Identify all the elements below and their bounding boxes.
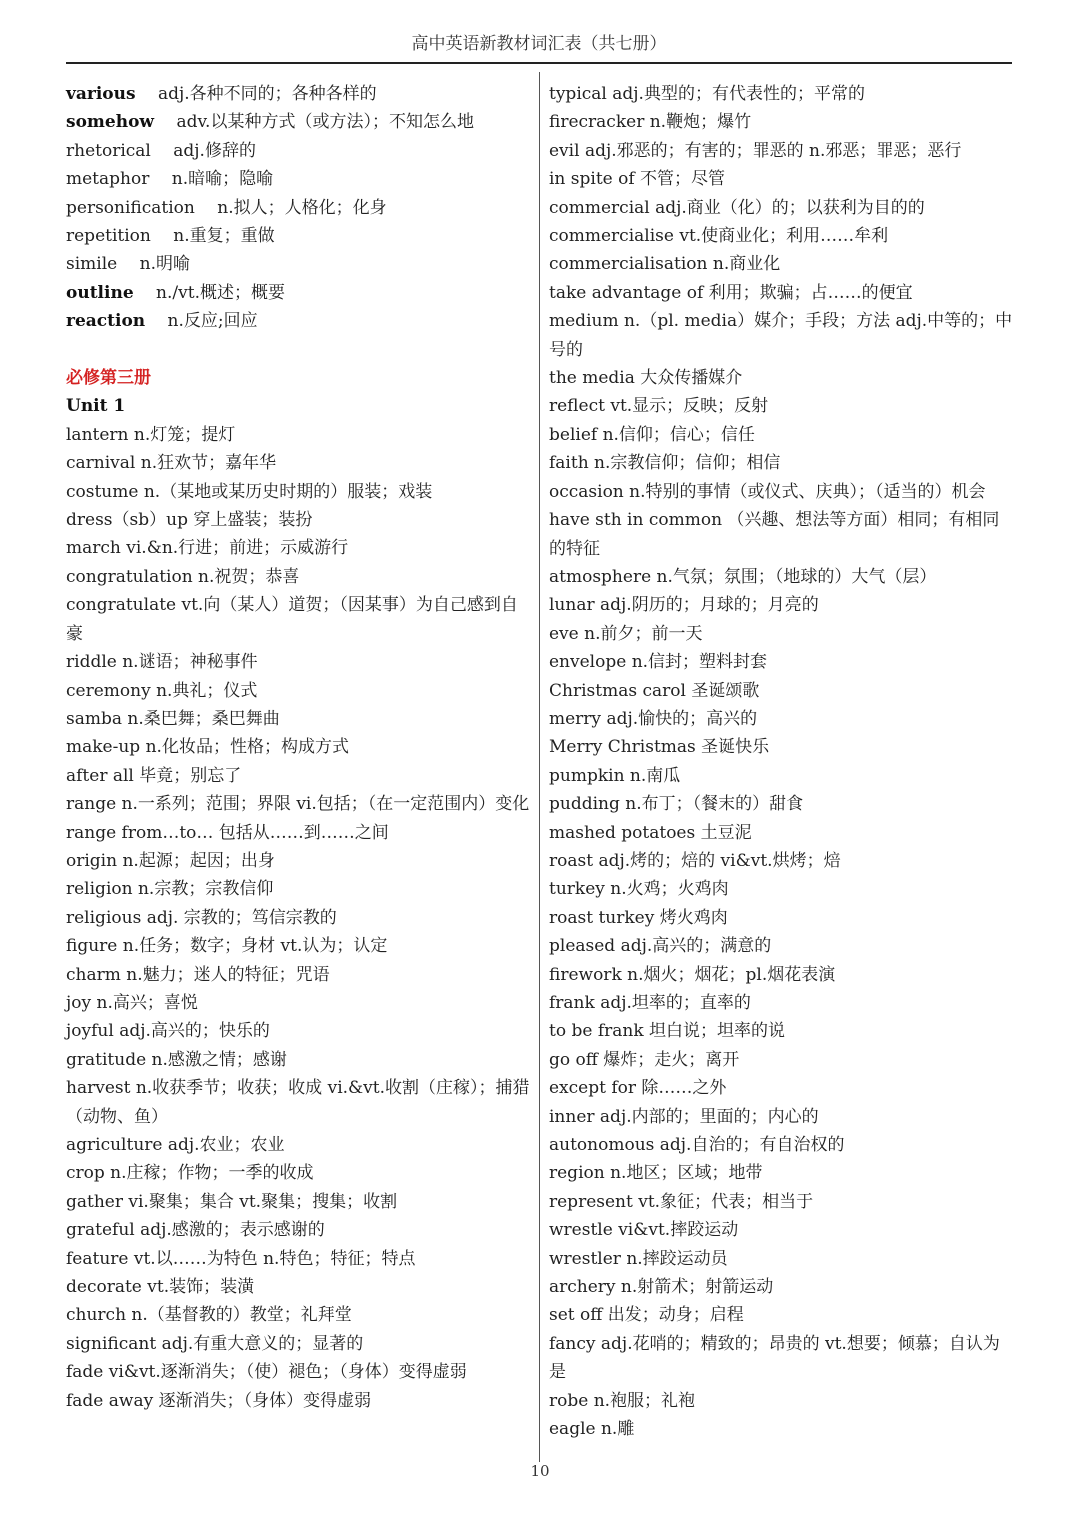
right-column — [549, 80, 1014, 1444]
vocab-entry: commercialise vt.使商业化；利用……牟利 — [549, 226, 889, 247]
vocab-entry: have sth in common （兴趣、想法等方面）相同；有相同的特征 — [549, 510, 1000, 559]
vocab-entry: figure n.任务；数字；身材 vt.认为；认定 — [66, 936, 388, 957]
vocab-entry: make-up n.化妆品；性格；构成方式 — [66, 737, 349, 758]
vocab-entry: joyful adj.高兴的；快乐的 — [66, 1021, 270, 1042]
column-divider — [539, 72, 540, 1462]
vocab-entry: inner adj.内部的；里面的；内心的 — [549, 1106, 819, 1127]
vocab-entry: pleased adj.高兴的；满意的 — [549, 936, 772, 957]
vocab-definition: n./vt.概述；概要 — [133, 282, 285, 303]
vocab-entry: except for 除……之外 — [549, 1078, 727, 1099]
vocab-entry: personification n.拟人；人格化；化身 — [66, 197, 387, 218]
vocab-entry: gather vi.聚集；集合 vt.聚集；搜集；收割 — [66, 1191, 398, 1212]
vocab-entry: firework n.烟火；烟花；pl.烟花表演 — [549, 964, 836, 985]
vocab-entry: atmosphere n.气氛；氛围；（地球的）大气（层） — [549, 566, 937, 587]
vocab-entry: charm n.魅力；迷人的特征；咒语 — [66, 964, 330, 985]
vocab-entry: occasion n.特别的事情（或仪式、庆典）；（适当的）机会 — [549, 481, 986, 502]
vocab-entry: autonomous adj.自治的；有自治权的 — [549, 1135, 845, 1156]
vocab-entry: archery n.射箭术；射箭运动 — [549, 1277, 774, 1298]
vocab-entry: roast turkey 烤火鸡肉 — [549, 907, 728, 928]
vocab-entry: fade vi&vt.逐渐消失；（使）褪色；（身体）变得虚弱 — [66, 1362, 467, 1383]
vocab-entry: origin n.起源；起因；出身 — [66, 850, 275, 871]
vocab-entry: region n.地区；区域；地带 — [549, 1163, 763, 1184]
vocab-entry: significant adj.有重大意义的；显著的 — [66, 1333, 364, 1354]
vocab-entry: turkey n.火鸡；火鸡肉 — [549, 879, 729, 900]
vocab-entry — [66, 108, 531, 136]
vocab-entry: agriculture adj.农业；农业 — [66, 1135, 285, 1156]
vocab-entry: mashed potatoes 土豆泥 — [549, 822, 752, 843]
vocab-entry: eve n.前夕；前一天 — [549, 623, 703, 644]
vocab-entry: congratulation n.祝贺；恭喜 — [66, 566, 300, 587]
vocab-entry: pumpkin n.南瓜 — [549, 765, 681, 786]
vocab-entry: evil adj.邪恶的；有害的；罪恶的 n.邪恶；罪恶；恶行 — [549, 140, 962, 161]
vocab-entry: firecracker n.鞭炮；爆竹 — [549, 112, 752, 133]
header-title: 高中英语新教材词汇表（共七册） — [411, 34, 667, 54]
vocab-entry — [66, 307, 531, 335]
vocab-entry: the media 大众传播媒介 — [549, 368, 743, 389]
vocab-entry: envelope n.信封；塑料封套 — [549, 652, 768, 673]
vocab-entry: march vi.&n.行进；前进；示威游行 — [66, 538, 349, 559]
vocab-entry: harvest n.收获季节；收获；收成 vi.&vt.收割（庄稼）；捕猎（动物、鱼） — [66, 1078, 530, 1127]
unit-heading: Unit 1 — [66, 396, 126, 417]
vocab-entry: roast adj.烤的；焙的 vi&vt.烘烤；焙 — [549, 850, 841, 871]
vocab-entry: costume n.（某地或某历史时期的）服装；戏装 — [66, 481, 433, 502]
vocab-entry: gratitude n.感激之情；感谢 — [66, 1049, 287, 1070]
vocab-entry: samba n.桑巴舞；桑巴舞曲 — [66, 708, 280, 729]
vocab-entry: Merry Christmas 圣诞快乐 — [549, 737, 770, 758]
vocab-entry: typical adj.典型的；有代表性的；平常的 — [549, 84, 865, 104]
vocab-entry: robe n.袍服；礼袍 — [549, 1390, 696, 1411]
vocab-entry: joy n.高兴；喜悦 — [66, 992, 198, 1013]
vocab-entry: fade away 逐渐消失；（身体）变得虚弱 — [66, 1390, 372, 1411]
vocab-entry: carnival n.狂欢节；嘉年华 — [66, 453, 277, 474]
vocab-entry: to be frank 坦白说；坦率的说 — [549, 1021, 786, 1042]
vocab-entry: after all 毕竟；别忘了 — [66, 765, 242, 786]
vocab-entry: in spite of 不管；尽管 — [549, 169, 726, 190]
vocab-entry: ceremony n.典礼；仪式 — [66, 680, 258, 701]
vocab-headword: various — [66, 84, 136, 104]
vocab-definition: adv.以某种方式（或方法）；不知怎么地 — [154, 112, 474, 133]
vocab-entry: pudding n.布丁；（餐末的）甜食 — [549, 794, 804, 815]
vocab-entry: belief n.信仰；信心；信任 — [549, 424, 755, 445]
vocab-definition: n.反应;回应 — [145, 311, 258, 332]
vocab-entry: church n.（基督教的）教堂；礼拜堂 — [66, 1305, 352, 1326]
vocab-entry: repetition n.重复；重做 — [66, 226, 275, 247]
vocab-entry: wrestler n.摔跤运动员 — [549, 1248, 728, 1269]
vocab-entry: riddle n.谜语；神秘事件 — [66, 652, 258, 673]
vocab-entry: lantern n.灯笼；提灯 — [66, 424, 236, 445]
left-column — [66, 80, 531, 1415]
vocab-entry: Christmas carol 圣诞颂歌 — [549, 680, 760, 701]
vocab-entry: merry adj.愉快的；高兴的 — [549, 708, 758, 729]
vocab-entry: lunar adj.阴历的；月球的；月亮的 — [549, 595, 819, 616]
vocab-headword: somehow — [66, 112, 155, 133]
vocab-entry: range from…to… 包括从……到……之间 — [66, 822, 389, 843]
vocab-entry: grateful adj.感激的；表示感谢的 — [66, 1220, 325, 1241]
vocab-entry: frank adj.坦率的；直率的 — [549, 993, 751, 1013]
vocab-entry: set off 出发；动身；启程 — [549, 1305, 744, 1326]
vocab-entry: commercial adj.商业（化）的；以获利为目的的 — [549, 197, 925, 218]
vocab-entry: go off 爆炸；走火；离开 — [549, 1049, 740, 1070]
vocab-entry: dress（sb）up 穿上盛装；装扮 — [66, 510, 313, 531]
vocab-headword: reaction — [66, 311, 146, 332]
vocab-headword: outline — [66, 282, 134, 303]
page-number: 10 — [530, 1462, 550, 1480]
vocab-entry: crop n.庄稼；作物；一季的收成 — [66, 1163, 314, 1184]
vocab-entry: range n.一系列；范围；界限 vi.包括；（在一定范围内）变化 — [66, 794, 530, 815]
vocab-entry: faith n.宗教信仰；信仰；相信 — [549, 453, 781, 474]
vocab-entry: reflect vt.显示；反映；反射 — [549, 396, 769, 417]
vocab-entry: fancy adj.花哨的；精致的；昂贵的 vt.想要；倾慕；自认为是 — [549, 1333, 1000, 1383]
vocab-entry: feature vt.以……为特色 n.特色；特征；特点 — [66, 1248, 416, 1269]
vocab-entry: commercialisation n.商业化 — [549, 254, 781, 275]
spacer — [66, 336, 531, 364]
vocab-entry: take advantage of 利用；欺骗；占……的便宜 — [549, 282, 913, 303]
vocab-entry: religion n.宗教；宗教信仰 — [66, 879, 274, 900]
vocab-entry: religious adj. 宗教的；笃信宗教的 — [66, 907, 337, 928]
vocab-entry: rhetorical adj.修辞的 — [66, 140, 256, 161]
vocab-entry: medium n.（pl. media）媒介；手段；方法 adj.中等的；中号的 — [549, 311, 1013, 360]
vocab-entry — [66, 80, 531, 108]
vocab-entry: represent vt.象征；代表；相当于 — [549, 1191, 814, 1212]
vocab-definition: adj.各种不同的；各种各样的 — [135, 84, 377, 104]
section-heading: 必修第三册 — [66, 368, 151, 389]
vocab-entry: decorate vt.装饰；装潢 — [66, 1277, 255, 1298]
vocab-entry: simile n.明喻 — [66, 254, 190, 275]
vocab-entry — [66, 279, 531, 307]
vocab-entry: congratulate vt.向（某人）道贺；（因某事）为自己感到自豪 — [66, 595, 518, 644]
vocab-entry: wrestle vi&vt.摔跤运动 — [549, 1220, 739, 1241]
vocab-entry: metaphor n.暗喻；隐喻 — [66, 169, 274, 190]
vocab-entry: eagle n.雕 — [549, 1419, 635, 1440]
page-header — [66, 30, 1012, 64]
